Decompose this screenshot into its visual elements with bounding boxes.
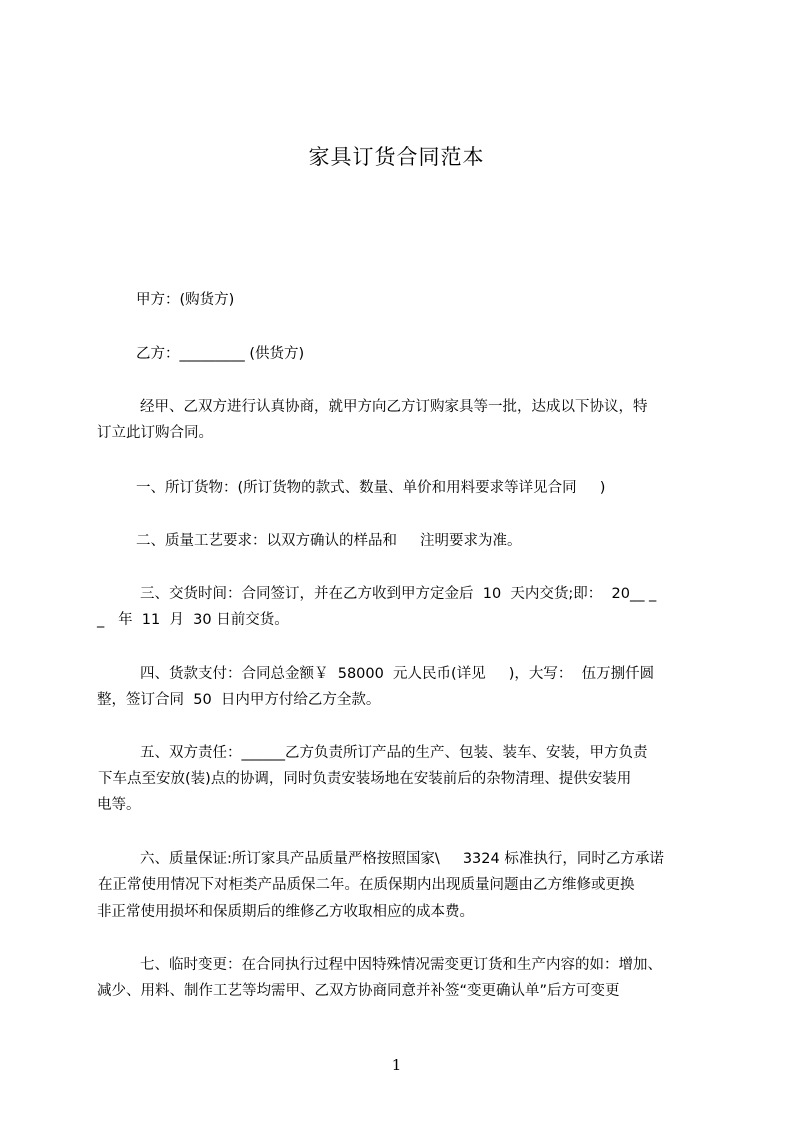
clause-5-line-1: 五、双方责任：______乙方负责所订产品的生产、包装、装车、安装，甲方负责	[140, 745, 648, 761]
document-title: 家具订货合同范本	[308, 145, 485, 169]
party-a-line: 甲方：(购货方)	[136, 292, 235, 308]
clause-5-line-2: 下车点至安放(装)点的协调，同时负责安装场地在安装前后的杂物清理、提供安装用	[98, 771, 632, 787]
clause-6-line-1: 六、质量保证:所订家具产品质量严格按照国家\ 3324 标准执行，同时乙方承诺	[140, 851, 664, 867]
clause-3-line-2: _ 年 11 月 30 日前交货。	[97, 612, 289, 628]
intro-line-1: 经甲、乙双方进行认真协商，就甲方向乙方订购家具等一批，达成以下协议，特	[140, 399, 648, 415]
intro-line-2: 订立此订购合同。	[97, 425, 213, 441]
clause-4-line-1: 四、货款支付：合同总金额￥ 58000 元人民币(详见 )，大写： 伍万捌仟圆	[140, 666, 655, 682]
clause-3-line-1: 三、交货时间：合同签订，并在乙方收到甲方定金后 10 天内交货;即： 20__ _	[140, 586, 657, 602]
clause-5-line-3: 电等。	[97, 797, 141, 813]
clause-7-line-2: 减少、用料、制作工艺等均需甲、乙双方协商同意并补签“变更确认单”后方可变更	[97, 983, 620, 999]
clause-2-line-1: 二、质量工艺要求：以双方确认的样品和 注明要求为准。	[136, 533, 522, 549]
clause-6-line-2: 在正常使用情况下对柜类产品质保二年。在质保期内出现质量问题由乙方维修或更换	[98, 877, 635, 893]
clause-4-line-2: 整，签订合同 50 日内甲方付给乙方全款。	[97, 692, 381, 708]
page-number: 1	[391, 1056, 402, 1074]
clause-7-line-1: 七、临时变更：在合同执行过程中因特殊情况需变更订货和生产内容的如：增加、	[140, 957, 662, 973]
clause-6-line-3: 非正常使用损坏和保质期后的维修乙方收取相应的成本费。	[97, 904, 474, 920]
party-b-line: 乙方：_________ (供货方)	[136, 346, 305, 362]
clause-1-line-1: 一、所订货物：(所订货物的款式、数量、单价和用料要求等详见合同 )	[136, 480, 606, 496]
